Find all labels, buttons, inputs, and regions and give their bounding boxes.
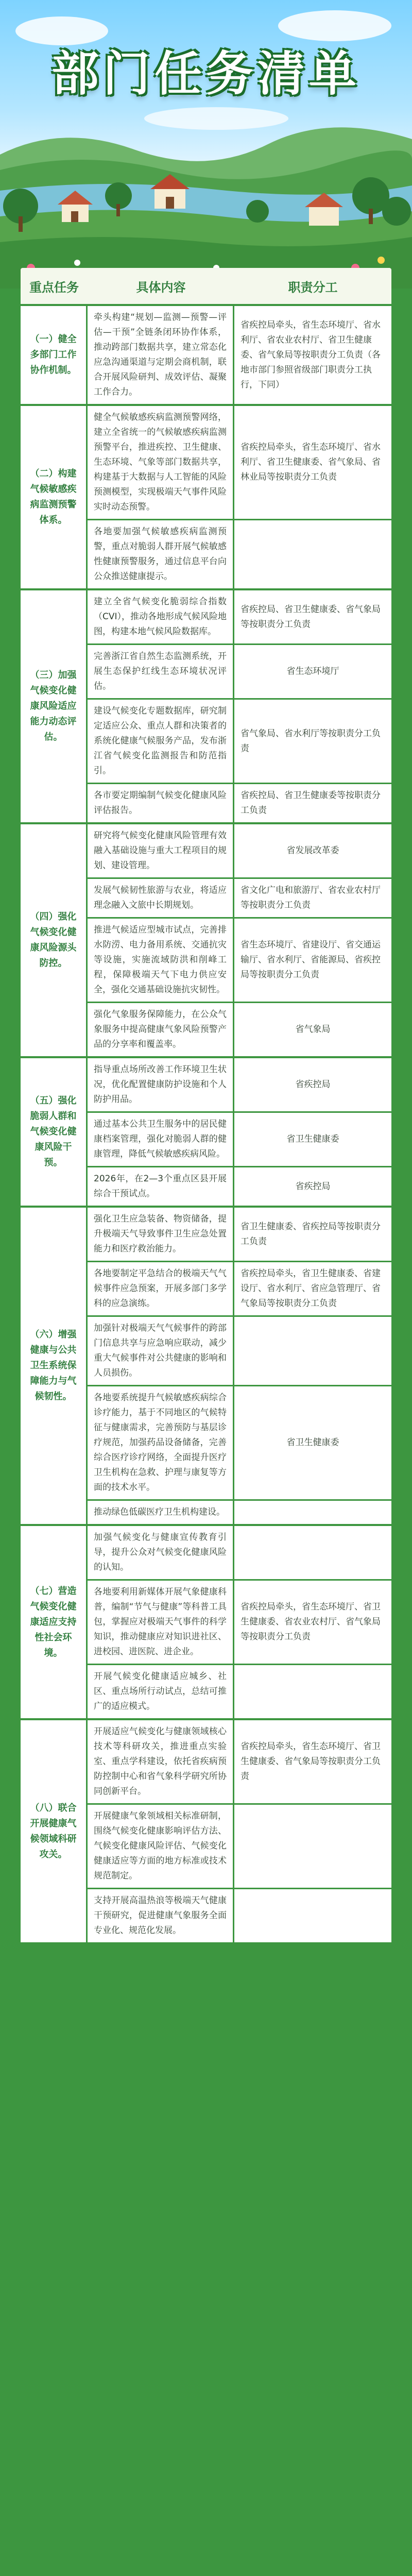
table-section (21, 404, 391, 588)
content-cell: 各地要系统提升气候敏感疾病综合诊疗能力，基于不同地区的气候特征与健康需求，完善预防与基层诊疗规范，加强药品设备储备，完善综合医疗诊疗网络，全面提升医疗卫生机构在急救、护理与康复等方面的技术水平。 (88, 1386, 234, 1499)
task-cell: （六）增强健康与公共卫生系统保障能力与气候韧性。 (21, 1208, 88, 1524)
content-cell: 开展气候变化健康适应城乡、社区、重点场所行动试点，总结可推广的适应模式。 (88, 1665, 234, 1718)
duty-cell: 省疾控局 (295, 1181, 331, 1192)
content-cell: 开展健康气象领域相关标准研制，围绕气候变化健康影响评估方法、气候变化健康风险评估、气候变化健康适应等方面的地方标准或技术规范制定。 (88, 1805, 234, 1888)
table-section (21, 1056, 391, 1206)
table-section (21, 1718, 391, 1942)
duty-cell: 省疾控局、省卫生健康委、省气象局等按职责分工负责 (241, 604, 381, 630)
content-cell: 健全气候敏感疾病监测预警网络，建立全省统一的气候敏感疾病监测预警平台，推进疾控、卫生健康、生态环境、气象等部门数据共享，构建基于大数据与人工智能的风险预测模型，实现极端天气事件风险实时动态预警。 (88, 406, 234, 519)
table-row (88, 877, 391, 917)
table-section (21, 822, 391, 1056)
content-cell: 推进气候适应型城市试点，完善排水防涝、电力备用系统、交通抗灾等设施，实施流域防洪和削峰工程，保障极端天气下电力供应安全，强化交通基础设施抗灾韧性。 (88, 919, 234, 1002)
content-cell: 建设气候变化专题数据库，研究制定适应公众、重点人群和决策者的系统化健康气候服务产品，发布浙江省气候变化监测报告和防范指引。 (88, 700, 234, 783)
content-cell: 2026年，在2—3个重点区县开展综合干预试点。 (88, 1167, 234, 1206)
table-row (88, 643, 391, 698)
task-cell: （一）健全多部门工作协作机制。 (21, 306, 88, 404)
duty-cell (234, 1889, 391, 1942)
table-row (88, 1261, 391, 1315)
content-cell: 支持开展高温热浪等极端天气健康干预研究，促进健康气象服务全面专业化、规范化发展。 (88, 1889, 234, 1942)
content-cell: 开展适应气候变化与健康领域核心技术等科研攻关，推进重点实验室、重点学科建设，依托省疾病预防控制中心和省气象科学研究所协同创新平台。 (88, 1720, 234, 1803)
duty-cell: 省发展改革委 (286, 845, 339, 856)
duty-cell: 省文化广电和旅游厅、省农业农村厅等按职责分工负责 (241, 885, 381, 910)
table-row (88, 1664, 391, 1718)
table-row (88, 1526, 391, 1579)
table-header (21, 268, 391, 304)
duty-cell (234, 1501, 391, 1524)
content-cell: 加强气候变化与健康宣传教育引导，提升公众对气候变化健康风险的认知。 (88, 1526, 234, 1579)
table-section (21, 588, 391, 822)
duty-cell: 省卫生健康委、省疾控局等按职责分工负责 (241, 1221, 381, 1247)
content-cell: 推动绿色低碳医疗卫生机构建设。 (88, 1501, 234, 1524)
duty-cell: 省疾控局牵头，省卫生健康委、省建设厅、省水利厅、省应急管理厅、省气象局等按职责分工负责 (241, 1268, 381, 1309)
duty-cell: 省生态环境厅、省建设厅、省交通运输厅、省水利厅、省能源局、省疾控局等按职责分工负责 (241, 940, 381, 980)
content-cell: 各地要制定平急结合的极端天气气候事件应急预案，开展多部门多学科的应急演练。 (88, 1262, 234, 1315)
table-row (88, 1002, 391, 1056)
duty-cell (234, 1526, 391, 1579)
duty-cell (234, 520, 391, 588)
duty-cell: 省疾控局牵头，省生态环境厅、省水利厅、省卫生健康委、省气象局、省林业局等按职责分工负责 (241, 442, 381, 482)
duty-cell (234, 1805, 391, 1888)
table-row (88, 590, 391, 643)
table-row (88, 519, 391, 588)
duty-cell: 省卫生健康委 (286, 1134, 339, 1144)
content-cell: 牵头构建“规划—监测—预警—评估—干预”全链条闭环协作体系，推动跨部门数据共享，建立常态化应急沟通渠道与定期会商机制，联合开展风险研判、成效评估、凝聚工作合力。 (88, 306, 234, 404)
duty-cell: 省疾控局、省卫生健康委等按职责分工负责 (241, 790, 381, 816)
table-row (88, 1499, 391, 1524)
duty-cell: 省气象局、省水利厅等按职责分工负责 (241, 728, 381, 754)
table-row (88, 1315, 391, 1385)
table-section (21, 304, 391, 404)
table-row (88, 1385, 391, 1499)
task-table (21, 268, 391, 1942)
content-cell: 各市要定期编制气候变化健康风险评估报告。 (88, 784, 234, 822)
duty-cell (234, 1317, 391, 1385)
table-section (21, 1206, 391, 1524)
duty-cell: 省生态环境厅 (286, 666, 339, 676)
duty-cell: 省疾控局牵头，省生态环境厅、省水利厅、省农业农村厅、省卫生健康委、省气象局等按职责分工负责（各地市部门参照省级部门职责分工执行，下同） (241, 319, 381, 390)
column-header-task: 重点任务 (29, 280, 79, 295)
table-row (88, 698, 391, 783)
table-row (88, 406, 391, 519)
table-row (88, 1058, 391, 1111)
duty-cell (234, 1665, 391, 1718)
content-cell: 完善浙江省自然生态监测系统，开展生态保护红线生态环境状况评估。 (88, 645, 234, 698)
duty-cell: 省疾控局 (295, 1079, 331, 1090)
content-cell: 发展气候韧性旅游与农业，将适应理念融入文旅中长期规划。 (88, 879, 234, 917)
column-header-duty: 职责分工 (288, 280, 338, 295)
task-cell: （三）加强气候变化健康风险适应能力动态评估。 (21, 590, 88, 822)
content-cell: 各地要利用新媒体开展气象健康科普，编制“节气与健康”等科普工具包，掌握应对极端天气事件的科学知识，推动健康应对知识进社区、进校园、进医院、进企业。 (88, 1581, 234, 1664)
content-cell: 加强针对极端天气气候事件的跨部门信息共享与应急响应联动，减少重大气候事件对公共健康的影响和人员损伤。 (88, 1317, 234, 1385)
duty-cell: 省气象局 (295, 1024, 331, 1035)
table-row (88, 824, 391, 877)
table-row (88, 1888, 391, 1942)
table-row (88, 783, 391, 822)
column-header-content: 具体内容 (136, 280, 186, 295)
content-cell: 各地要加强气候敏感疾病监测预警，重点对脆弱人群开展气候敏感性健康预警服务，通过信息平台向公众推送健康提示。 (88, 520, 234, 588)
content-cell: 研究将气候变化健康风险管理有效融入基础设施与重大工程项目的规划、建设管理。 (88, 824, 234, 877)
table-row (88, 306, 391, 404)
page-title: 部门任务清单 (51, 46, 360, 101)
task-cell: （四）强化气候变化健康风险源头防控。 (21, 824, 88, 1056)
task-cell: （二）构建气候敏感疾病监测预警体系。 (21, 406, 88, 588)
table-row (88, 917, 391, 1002)
duty-cell: 省疾控局牵头，省生态环境厅、省卫生健康委、省气象局等按职责分工负责 (241, 1741, 381, 1782)
duty-cell: 省卫生健康委 (286, 1437, 339, 1448)
task-cell: （七）营造气候变化健康适应支持性社会环境。 (21, 1526, 88, 1718)
duty-cell: 省疾控局牵头，省生态环境厅、省卫生健康委、省农业农村厅、省气象局等按职责分工负责 (241, 1602, 381, 1642)
content-cell: 建立全省气候变化脆弱综合指数（CVI），推动各地形成气候风险地图，构建本地气候风险数据库。 (88, 590, 234, 643)
task-cell: （八）联合开展健康气候领域科研攻关。 (21, 1720, 88, 1942)
table-row (88, 1720, 391, 1803)
content-cell: 强化卫生应急装备、物资储备，提升极端天气导致事件卫生应急处置能力和医疗救治能力。 (88, 1208, 234, 1261)
table-row (88, 1208, 391, 1261)
task-cell: （五）强化脆弱人群和气候变化健康风险干预。 (21, 1058, 88, 1206)
table-row (88, 1803, 391, 1888)
content-cell: 指导重点场所改善工作环境卫生状况，优化配置健康防护设施和个人防护用品。 (88, 1058, 234, 1111)
content-cell: 通过基本公共卫生服务中的居民健康档案管理，强化对脆弱人群的健康管理，降低气候敏感疾病风险。 (88, 1113, 234, 1166)
content-cell: 强化气象服务保障能力，在公众气象服务中提高健康气象风险预警产品的分享率和覆盖率。 (88, 1003, 234, 1056)
table-row (88, 1579, 391, 1664)
table-section (21, 1524, 391, 1718)
header-illustration (0, 0, 412, 289)
table-row (88, 1111, 391, 1166)
table-row (88, 1166, 391, 1206)
